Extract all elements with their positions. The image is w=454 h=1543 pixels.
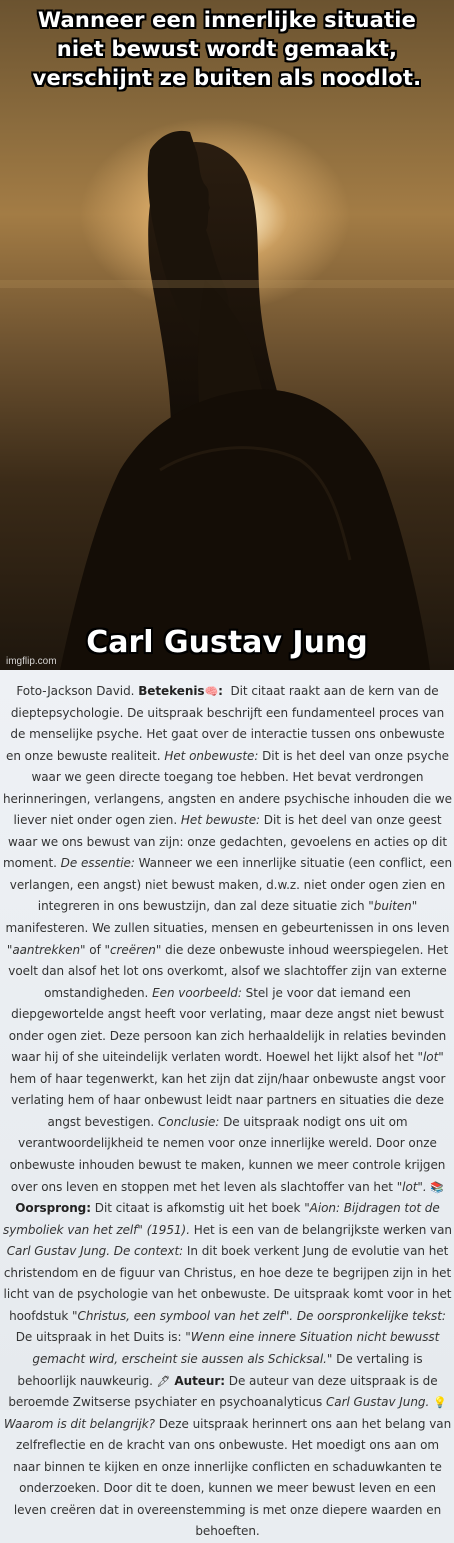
essence-label: De essentie: [60, 856, 135, 871]
essence-text-3: die deze onbewuste inhoud weerspiegelen. Het voelt dan alsof het lot ons overkomt, alsof we slachtoffer zijn van externe omstandigheden. [8, 942, 449, 1000]
books-icon: 📚 [430, 1180, 445, 1194]
article-body: Foto-Jackson David. Betekenis🧠: Dit citaat raakt aan de kern van de dieptepsychologie. De uitspraak beschrijft een fundamenteel proces van de menselijke psyche. Het gaat over de interactie tussen ons onbewuste en onze bewuste realiteit. Het onbewuste: Dit is het deel van onze psyche waar we geen directe toegang toe hebben. Het bevat verdrongen herinneringen, verlangens, angsten en andere psychische inhouden die we liever niet onder ogen zien. Het bewuste: Dit is het deel van onze geest waar we ons bewust van zijn: onze gedachten, gevoelens en acties op dit moment. De essentie: Wanneer we een innerlijke situatie (een conflict, een verlangen, een angst) niet bewust maken, d.w.z. niet onder ogen zien en integreren in ons bewustzijn, dan zal deze situatie zich "buiten" manifesteren. We zullen situaties, mensen en gebeurtenissen in ons leven "aantrekken" of "creëren" die deze onbewuste inhoud weerspiegelen. Het voelt dan alsof het lot ons overkomt, alsof we slachtoffer zijn van externe omstandigheden. Een voorbeeld: Stel je voor dat iemand een diepgewortelde angst heeft voor verlating, maar deze angst niet bewust onder ogen ziet. Deze persoon kan zich herhaaldelijk in relaties bevinden waar hij of she uiteindelijk verlaten wordt. Hoewel het lijkt alsof het "lot" hem of haar tegenwerkt, kan het zijn dat zijn/haar onbewuste angst voor verlating hem of haar onbewust leidt naar partners en situaties die deze angst bevestigen. Conclusie: De uitspraak nodigt ons uit om verantwoordelijkheid te nemen voor onze innerlijke wereld. Door onze onbewuste inhouden bewust te maken, kunnen we meer controle krijgen over ons leven en stoppen met het leven als slachtoffer van het "lot". 📚 Oorsprong: Dit citaat is afkomstig uit het boek "Aion: Bijdragen tot de symboliek van het zelf" (1951). Het is een van de belangrijkste werken van Carl Gustav Jung. De context: In dit boek verkent Jung de evolutie van het christendom en de figuur van Christus, en hoe deze te begrijpen zijn in het licht van de psychologie van het onbewuste. De uitspraak komt voor in het hoofdstuk "Christus, een symbool van het zelf". De oorspronkelijke tekst: De uitspraak in het Duits is: "Wenn eine innere Situation nicht bewusst gemacht wird, erscheint sie aussen als Schicksal." De vertaling is behoorlijk nauwkeurig. 🖋 Auteur: De auteur van deze uitspraak is de beroemde Zwitserse psychiater en psychoanalyticus Carl Gustav Jung. 💡 Waarom is dit belangrijk? Deze uitspraak herinnert ons aan het belang van zelfreflectie en de kracht van ons onbewuste. Het moedigt ons aan om naar binnen te kijken en onze innerlijke conflicten en schaduwkanten te onderzoeken. Door dit te doen, kunnen we meer bewust leven en een leven creëren dat in overeenstemming is met onze diepere waarden en behoeften. [0, 670, 454, 1410]
unconscious-text: Dit is het deel van onze psyche waar we geen directe toegang toe hebben. Het bevat verdrongen herinneringen, verlangens, angsten en andere psychische inhouden die we liever niet onder ogen zien. [3, 748, 452, 828]
author-text: De auteur van deze uitspraak is de beroemde Zwitserse psychiater en psychoanalyticus [8, 1373, 438, 1410]
watermark: imgflip.com [6, 656, 57, 667]
author-heading: Auteur: [174, 1373, 225, 1388]
woman-silhouette-illustration [0, 0, 454, 670]
essence-aantrekken: "aantrekken" [6, 942, 86, 957]
original-label: De oorspronkelijke tekst: [296, 1308, 446, 1323]
essence-text-2: manifesteren. We zullen situaties, mensen en gebeurtenissen in ons leven [5, 921, 450, 936]
why-text: Deze uitspraak herinnert ons aan het belang van zelfreflectie en de kracht van ons onbewuste. Het moedigt ons aan om naar binnen te kijken en onze innerlijke conflicten en schaduwkanten te onderzoeken. Door dit te doen, kunnen we meer bewust leven en een leven creëren dat in overeenstemming is met onze diepere waarden en behoeften. [13, 1416, 452, 1539]
top-caption-line-3: verschijnt ze buiten als noodlot. [32, 66, 422, 90]
origin-author-name: Carl Gustav Jung. [6, 1244, 110, 1259]
example-text: Stel je voor dat iemand een diepgewortelde angst heeft voor verlating, maar deze angst niet bewust onder ogen ziet. Deze persoon kan zich herhaaldelijk in relaties bevinden waar hij of she uiteindelijk verlaten wordt. Hoewel het lijkt alsof het [8, 985, 447, 1065]
meaning-heading: Betekenis [138, 684, 205, 698]
origin-text-2: Het is een van de belangrijkste werken van [193, 1222, 452, 1237]
essence-creeren: "creëren" [104, 942, 162, 957]
example-lot: "lot" [417, 1050, 444, 1065]
quote-image [0, 0, 454, 670]
top-caption [0, 6, 454, 93]
conclusion-text: De uitspraak nodigt ons uit om verantwoordelijkheid te nemen voor onze innerlijke wereld. Door onze onbewuste inhouden bewust te maken, kunnen we meer controle krijgen over ons leven en stoppen met het leven als slachtoffer van het [9, 1114, 446, 1194]
origin-text: Dit citaat is afkomstig uit het boek [94, 1201, 301, 1216]
essence-text: Wanneer we een innerlijke situatie (een conflict, een verlangen, een angst) niet bewust maken, d.w.z. niet onder ogen zien en integreren in ons bewustzijn, dan zal deze situatie zich [9, 856, 453, 914]
pen-icon: 🖋 [156, 1374, 171, 1388]
bottom-caption: Carl Gustav Jung [86, 625, 368, 660]
context-label: De context: [113, 1244, 184, 1259]
context-chapter: "Christus, een symbool van het zelf". [72, 1308, 294, 1323]
origin-book-title: "Aion: Bijdragen tot de symboliek van het zelf" (1951). [3, 1201, 440, 1237]
conclusion-label: Conclusie: [157, 1114, 220, 1129]
original-text-2: De vertaling is behoorlijk nauwkeurig. [17, 1351, 423, 1388]
meaning-intro: Dit citaat raakt aan de kern van de dieptepsychologie. De uitspraak beschrijft een fundamenteel proces van de menselijke psyche. Het gaat over de interactie tussen ons onbewuste en onze bewuste realiteit. [6, 684, 445, 763]
lightbulb-icon: 💡 [432, 1396, 447, 1410]
top-caption-line-2: niet bewust wordt gemaakt, [56, 37, 398, 61]
conclusion-lot: "lot". [396, 1179, 427, 1194]
essence-of: of [89, 942, 101, 957]
why-label: Waarom is dit belangrijk? [3, 1416, 155, 1431]
original-text: De uitspraak in het Duits is: [15, 1330, 182, 1345]
essence-buiten: "buiten" [368, 899, 418, 914]
conscious-label: Het bewuste: [180, 813, 261, 828]
photo-credit: Foto-Jackson David. [16, 684, 135, 698]
unconscious-label: Het onbewuste: [164, 748, 259, 763]
origin-heading: Oorsprong: [15, 1201, 91, 1216]
example-text-2: hem of haar tegenwerkt, kan het zijn dat zijn/haar onbewuste angst voor verlating hem of haar onbewust leidt naar partners en situaties die deze angst bevestigen. [9, 1071, 446, 1129]
author-name: Carl Gustav Jung. [325, 1395, 430, 1410]
example-label: Een voorbeeld: [152, 985, 242, 1000]
brain-icon: 🧠 [204, 685, 219, 698]
context-text: In dit boek verkent Jung de evolutie van het christendom en de figuur van Christus, en hoe deze te begrijpen zijn in het licht van de psychologie van het onbewuste. De uitspraak komt voor in het hoofdstuk [3, 1244, 452, 1323]
top-caption-line-1: Wanneer een innerlijke situatie [37, 8, 417, 32]
conscious-text: Dit is het deel van onze geest waar we ons bewust van zijn: onze gedachten, gevoelens en acties op dit moment. [3, 813, 448, 871]
original-quote: "Wenn eine innere Situation nicht bewusst gemacht wird, erscheint sie aussen als Schicksal." [32, 1330, 440, 1366]
